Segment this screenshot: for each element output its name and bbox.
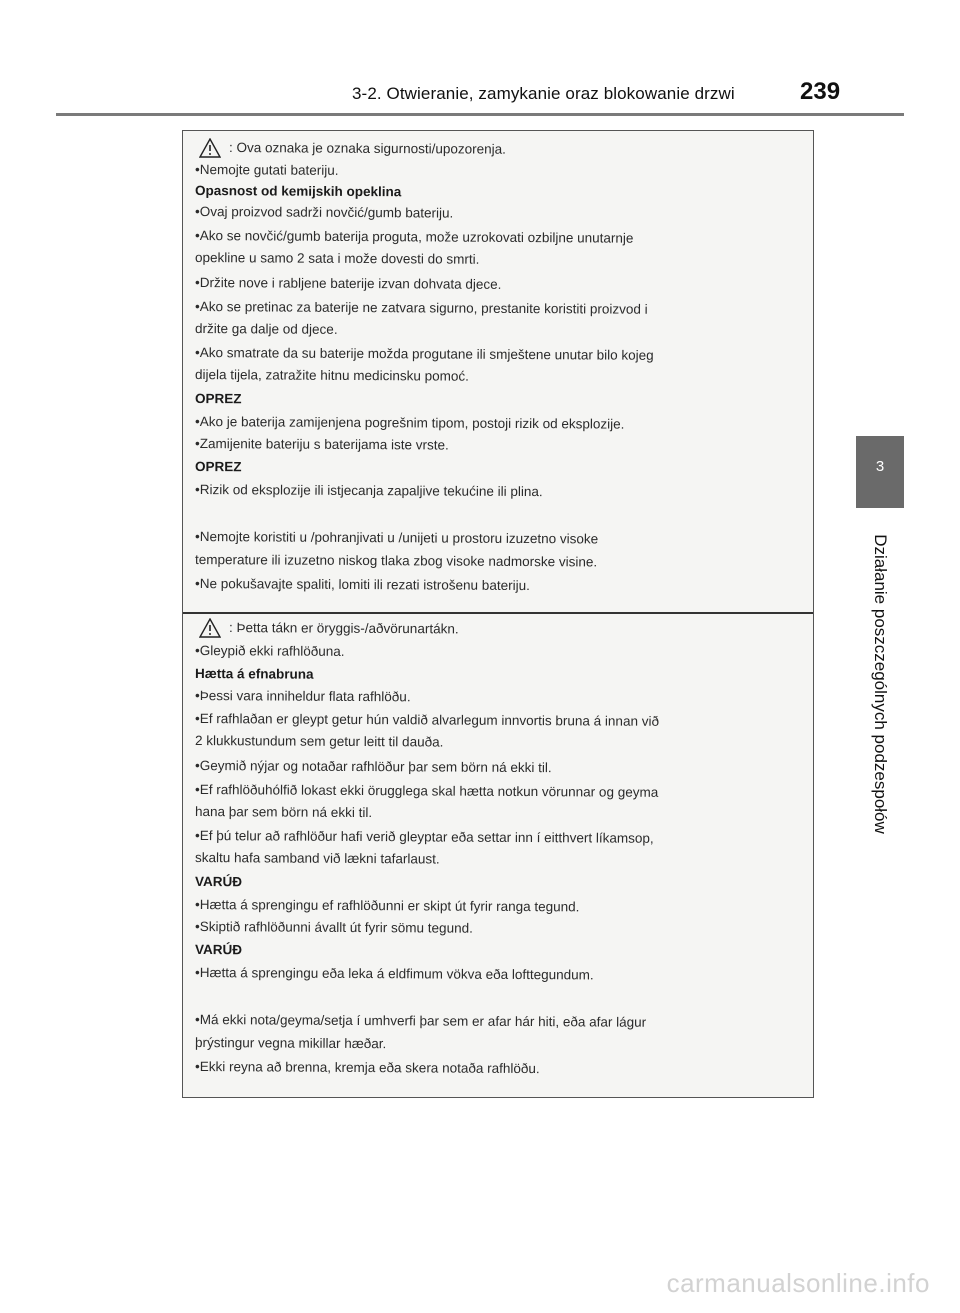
warning-text-line: •Ako se pretinac za baterije ne zatvara sigurno, prestanite koristiti proizvod i xyxy=(194,299,648,317)
warning-text-line: •Rizik od eksplozije ili istjecanja zapaljive tekućine ili plina. xyxy=(194,482,543,500)
warning-text-line: opekline u samo 2 sata i može dovesti do smrti. xyxy=(194,250,480,267)
warning-text-line: temperature ili izuzetno niskog tlaka zbog visoke nadmorske visine. xyxy=(194,552,598,570)
warning-text-line: •Nemojte gutati bateriju. xyxy=(194,162,339,178)
warning-text-line: •Ovaj proizvod sadrži novčić/gumb bateriju. xyxy=(194,204,454,221)
warning-text-line: •Gleypið ekki rafhlöðuna. xyxy=(194,643,345,659)
warning-text-line: •Skiptið rafhlöðunni ávallt út fyrir sömu tegund. xyxy=(194,919,473,936)
warning-text-line: þrýstingur vegna mikillar hæðar. xyxy=(194,1035,387,1052)
warning-text-line: •Ef rafhlaðan er gleypt getur hún valdið alvarlegum innvortis bruna á innan við xyxy=(194,711,660,729)
warning-text-line: •Geymið nýjar og notaðar rafhlöður þar sem börn ná ekki til. xyxy=(194,758,552,776)
section-title: 3-2. Otwieranie, zamykanie oraz blokowanie drzwi xyxy=(352,84,735,103)
warning-text-line: •Hætta á sprengingu ef rafhlöðunni er skipt út fyrir ranga tegund. xyxy=(194,897,580,915)
warning-text-line: : Ova oznaka je oznaka sigurnosti/upozorenja. xyxy=(228,140,506,157)
warning-triangle-icon xyxy=(199,618,221,638)
warning-text-line: •Ako je baterija zamijenjena pogrešnim tipom, postoji rizik od eksplozije. xyxy=(194,414,625,432)
warning-text-line: •Ef þú telur að rafhlöður hafi verið gleyptar eða settar inn í eitthvert líkamsop, xyxy=(194,828,654,846)
warning-text-line: hana þar sem börn ná ekki til. xyxy=(194,804,373,821)
warning-text-line: •Ako smatrate da su baterije možda progutane ili smještene unutar bilo kojeg xyxy=(194,345,654,363)
warning-heading: Opasnost od kemijskih opeklina xyxy=(194,183,402,200)
warning-text-line: : Þetta tákn er öryggis-/aðvörunartákn. xyxy=(228,620,459,637)
warning-text-line: skaltu hafa samband við lækni tafarlaust. xyxy=(194,850,440,867)
header-divider xyxy=(56,113,904,116)
warning-text-line: •Ekki reyna að brenna, kremja eða skera notaða rafhlöðu. xyxy=(194,1059,540,1077)
warning-text-line: •Ako se novčić/gumb baterija proguta, može uzrokovati ozbiljne unutarnje xyxy=(194,228,634,246)
warning-text-line: •Ne pokušavajte spaliti, lomiti ili rezati istrošenu bateriju. xyxy=(194,576,530,594)
warning-box-icelandic xyxy=(183,612,813,1099)
warning-heading: VARÚÐ xyxy=(194,942,243,958)
warning-text-line: •Má ekki nota/geyma/setja í umhverfi þar sem er afar hár hiti, eða afar lágur xyxy=(194,1012,647,1030)
chapter-tab xyxy=(856,436,904,508)
warning-text-line: •Hætta á sprengingu eða leka á eldfimum vökva eða lofttegundum. xyxy=(194,965,594,983)
chapter-number: 3 xyxy=(875,458,885,475)
warning-text-line: 2 klukkustundum sem getur leitt til dauða. xyxy=(194,733,444,750)
warning-heading: VARÚÐ xyxy=(194,874,243,890)
warning-heading: OPREZ xyxy=(194,391,242,407)
battery-warning-scan xyxy=(182,130,814,1098)
warning-text-line: držite ga dalje od djece. xyxy=(194,321,338,337)
watermark: carmanualsonline.info xyxy=(666,1268,930,1298)
warning-text-line: •Nemojte koristiti u /pohranjivati u /unijeti u prostoru izuzetno visoke xyxy=(194,529,599,547)
warning-box-croatian xyxy=(183,131,813,611)
warning-text-line: •Ef rafhlöðuhólfið lokast ekki örugglega skal hætta notkun vörunnar og geyma xyxy=(194,782,659,800)
chapter-title: Działanie poszczególnych podzespołów xyxy=(871,534,890,834)
warning-text-line: •Zamijenite bateriju s baterijama iste vrste. xyxy=(194,436,449,453)
warning-heading: OPREZ xyxy=(194,459,242,475)
warning-text-line: •Držite nove i rabljene baterije izvan dohvata djece. xyxy=(194,275,502,292)
warning-text-line: •Þessi vara inniheldur flata rafhlöðu. xyxy=(194,688,411,705)
warning-triangle-icon xyxy=(199,138,221,158)
page-number: 239 xyxy=(800,78,841,105)
warning-text-line: dijela tijela, zatražite hitnu medicinsku pomoć. xyxy=(194,367,469,384)
warning-heading: Hætta á efnabruna xyxy=(194,666,314,682)
